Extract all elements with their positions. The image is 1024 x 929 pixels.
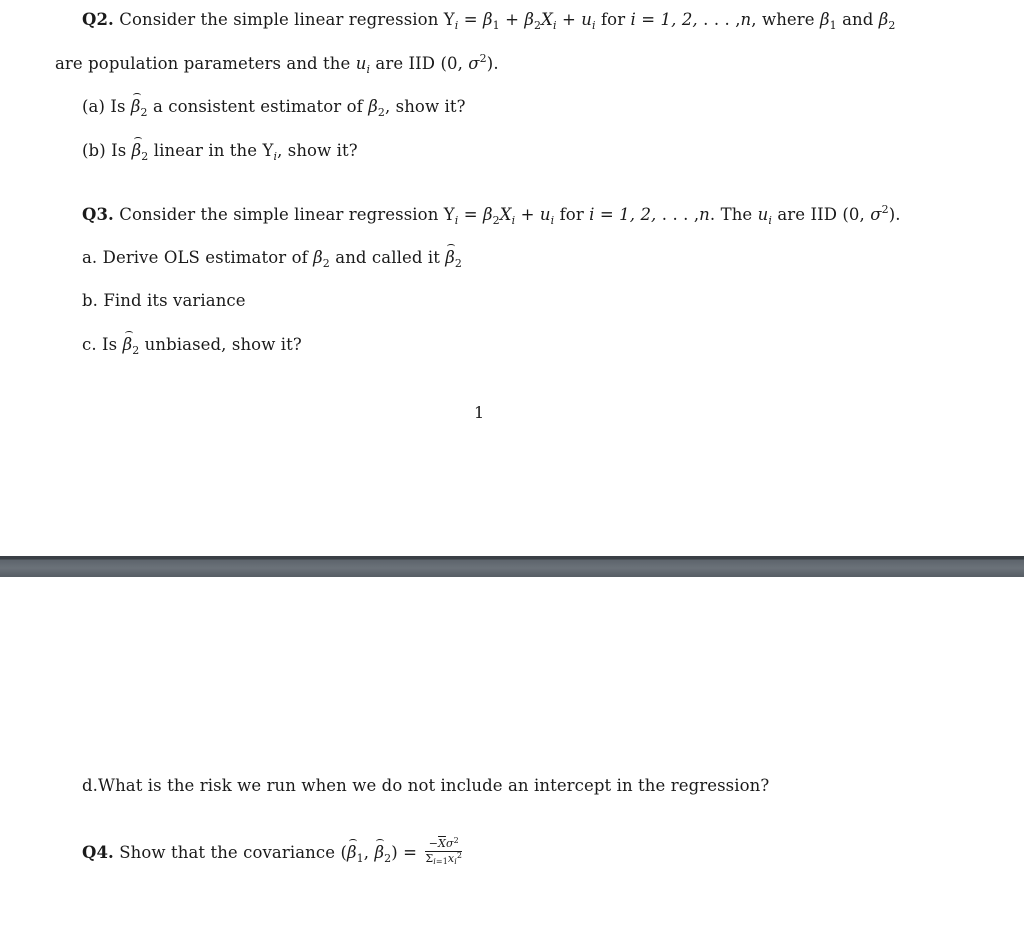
q3-intro: Consider the simple linear regression xyxy=(119,205,439,224)
q3-part-c: c. Is $\beta_2$ unbiased, show it? xyxy=(82,335,302,357)
q2-part-a: (a) Is $\beta_2$ a consistent estimator of $\beta_2$, show it? xyxy=(82,97,466,119)
q3-line-1: Q3. Consider the simple linear regression $Y_i = \beta_2X_i + u_i$ for i = 1, 2, . . . ,n. The $u_i$ are IID (0, $\sigma^2$). xyxy=(82,203,901,227)
page-separator xyxy=(0,556,1024,577)
q2-intro: Consider the simple linear regression xyxy=(119,10,439,29)
page-two xyxy=(0,577,1024,929)
q2-part-b: (b) Is $\beta_2$ linear in the $Y_i$, show it? xyxy=(82,141,358,163)
q3-part-d: d.What is the risk we run when we do not include an intercept in the regression? xyxy=(82,776,770,795)
q3-part-b: b. Find its variance xyxy=(82,291,246,310)
q3-label: Q3. xyxy=(82,205,114,224)
q3-part-a: a. Derive OLS estimator of $\beta_2$ and called it $\beta_2$ xyxy=(82,248,463,270)
q4-label: Q4. xyxy=(82,843,114,862)
q2-line-2: are population parameters and the $u_i$ are IID (0, $\sigma^2$). xyxy=(55,52,499,76)
covariance-fraction: $\frac{-\overline{X}\sigma^2}{\Sigma_{i=1}x_i^2}$ xyxy=(425,836,463,866)
q2-line-1: Q2. Consider the simple linear regression $Y_i = \beta_1 + \beta_2X_i + u_i$ for i = 1, 2, . . . ,n, where $\beta_1$ and $\beta_2$ xyxy=(82,10,896,32)
page-number: 1 xyxy=(474,403,485,422)
q2-label: Q2. xyxy=(82,10,114,29)
q4-text: Show that the covariance xyxy=(119,843,336,862)
q4-line: Q4. Show that the covariance ($\beta_1$, $\beta_2$) = $\frac{-\overline{X}\sigma^2}{\Sigma_{i=1}x_i^2}$ xyxy=(82,836,463,866)
